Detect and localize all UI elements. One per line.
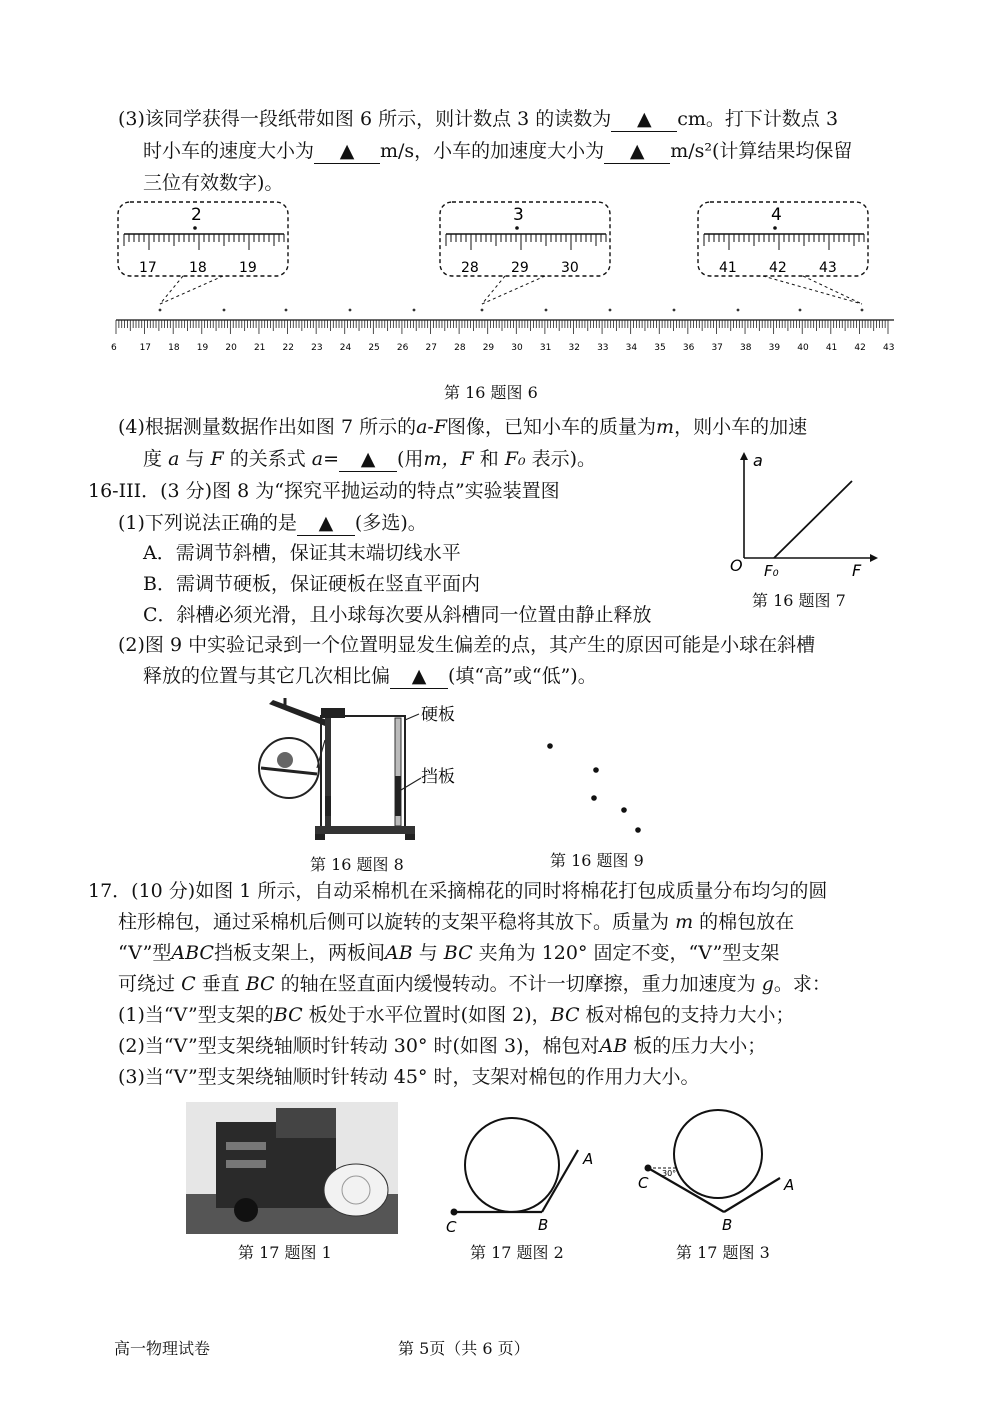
pivot-C bbox=[451, 1209, 458, 1216]
var: C bbox=[181, 973, 196, 995]
q16-part4-line2 bbox=[143, 448, 596, 472]
q16-part3-line1 bbox=[118, 108, 838, 132]
F0-label: F₀ bbox=[764, 562, 779, 580]
long-ruler-label: 27 bbox=[425, 343, 437, 353]
text: 垂直 bbox=[201, 973, 240, 995]
text: 的轴在竖直面内缓慢转动。不计一切摩擦，重力加速度为 bbox=[280, 973, 756, 995]
fig9-trajectory-points bbox=[540, 736, 650, 840]
cotton-bale-circle bbox=[465, 1118, 559, 1212]
text: 与 bbox=[185, 448, 205, 470]
var: F bbox=[210, 448, 224, 470]
tape-dot bbox=[673, 309, 676, 312]
long-ruler-label: 28 bbox=[454, 343, 466, 353]
var: F₀ bbox=[504, 448, 526, 470]
q16-III-title: 16-III．(3 分)图 8 为“探究平抛运动的特点”实验装置图 bbox=[88, 480, 560, 502]
zoom-leader bbox=[763, 276, 862, 304]
var: a bbox=[168, 448, 180, 470]
var: BC bbox=[273, 1004, 303, 1026]
text: ，则小车的加速 bbox=[674, 416, 808, 438]
trajectory-point bbox=[547, 743, 553, 749]
fig17-2-diagram bbox=[440, 1110, 600, 1238]
text: 时小车的速度大小为 bbox=[143, 140, 315, 162]
fig8-apparatus bbox=[255, 696, 475, 844]
long-ruler-label: 29 bbox=[482, 343, 495, 353]
text: (2)当“V”型支架绕轴顺时针转动 30° 时(如图 3)，棉包对 bbox=[118, 1035, 600, 1057]
fig6-caption: 第 16 题图 6 bbox=[444, 383, 538, 402]
text: m/s，小车的加速度大小为 bbox=[380, 140, 605, 162]
tape-dot bbox=[799, 309, 802, 312]
text: (3)该同学获得一段纸带如图 6 所示，则计数点 3 的读数为 bbox=[118, 108, 612, 130]
leader bbox=[405, 714, 419, 720]
mini-ruler-label: 42 bbox=[769, 260, 787, 276]
fig17-3-diagram bbox=[634, 1106, 804, 1234]
left-clip bbox=[325, 796, 331, 816]
var: BC bbox=[550, 1004, 580, 1026]
option-C: C．斜槽必须光滑，且小球每次要从斜槽同一位置由静止释放 bbox=[143, 604, 652, 626]
long-ruler-label: 6 bbox=[111, 343, 117, 353]
option-A: A．需调节斜槽，保证其末端切线水平 bbox=[143, 542, 461, 564]
fig17-2-caption: 第 17 题图 2 bbox=[470, 1243, 564, 1262]
tape-dot bbox=[737, 309, 740, 312]
option-B: B．需调节硬板，保证硬板在竖直平面内 bbox=[143, 573, 480, 595]
text: 图像，已知小车的质量为 bbox=[447, 416, 657, 438]
fig17-1-caption: 第 17 题图 1 bbox=[238, 1243, 332, 1262]
foot bbox=[315, 834, 325, 840]
answer-blank bbox=[339, 448, 397, 472]
var: AB bbox=[599, 1035, 628, 1057]
footer-title: 高一物理试卷 bbox=[114, 1339, 211, 1358]
text: m/s²(计算结果均保留 bbox=[670, 140, 853, 162]
label-C: C bbox=[446, 1218, 457, 1236]
cotton-bale bbox=[324, 1164, 388, 1216]
tape-dot bbox=[481, 309, 484, 312]
count-point-label: 4 bbox=[771, 205, 782, 225]
text: (4)根据测量数据作出如图 7 所示的 bbox=[118, 416, 417, 438]
tape-dot bbox=[609, 309, 612, 312]
q17-sub1 bbox=[118, 1004, 795, 1027]
q16-III-p2-line2 bbox=[143, 665, 597, 689]
mini-ruler-label: 17 bbox=[139, 260, 157, 276]
long-ruler-label: 30 bbox=[511, 343, 523, 353]
text: (多选)。 bbox=[354, 512, 427, 534]
mini-ruler-label: 19 bbox=[239, 260, 257, 276]
text: 的棉包放在 bbox=[699, 911, 795, 933]
triangle-mark: ▲ bbox=[360, 448, 376, 470]
fig17-1-cotton-picker-photo bbox=[186, 1102, 398, 1234]
q16-part4-line1 bbox=[118, 416, 807, 439]
board-AB bbox=[542, 1150, 578, 1212]
answer-blank bbox=[390, 665, 448, 689]
triangle-mark: ▲ bbox=[629, 140, 645, 162]
long-ruler-label: 32 bbox=[568, 343, 580, 353]
y-label: a bbox=[753, 451, 763, 470]
text: 夹角为 120° 固定不变，“V”型支架 bbox=[478, 942, 780, 964]
long-ruler-label: 35 bbox=[654, 343, 666, 353]
machine-top bbox=[276, 1108, 336, 1138]
q17-line3 bbox=[118, 942, 779, 965]
long-ruler-label: 31 bbox=[539, 343, 552, 353]
long-ruler-label: 40 bbox=[797, 343, 809, 353]
text: (用 bbox=[397, 448, 424, 470]
fig9-caption: 第 16 题图 9 bbox=[550, 851, 644, 870]
var: AB bbox=[384, 942, 413, 964]
angle-label: 30° bbox=[662, 1169, 677, 1178]
var: m，F bbox=[423, 448, 474, 470]
answer-blank bbox=[611, 108, 677, 132]
text: 板的压力大小； bbox=[633, 1035, 767, 1057]
count-point-label: 3 bbox=[513, 205, 524, 225]
mini-ruler-label: 41 bbox=[719, 260, 737, 276]
q16-III-p2-line1: (2)图 9 中实验记录到一个位置明显发生偏差的点，其产生的原因可能是小球在斜槽 bbox=[118, 634, 816, 656]
long-ruler-label: 38 bbox=[740, 343, 752, 353]
long-ruler-label: 39 bbox=[768, 343, 781, 353]
long-ruler-label: 42 bbox=[854, 343, 866, 353]
text: “V”型 bbox=[118, 942, 172, 964]
long-ruler-label: 18 bbox=[168, 343, 180, 353]
text: 表示)。 bbox=[531, 448, 597, 470]
q17-line1: 17．(10 分)如图 1 所示，自动采棉机在采摘棉花的同时将棉花打包成质量分布均匀的圆 bbox=[88, 880, 828, 902]
fig8-caption: 第 16 题图 8 bbox=[310, 855, 404, 874]
mini-ruler-label: 30 bbox=[561, 260, 579, 276]
text: 。求： bbox=[773, 973, 831, 995]
tape-dot bbox=[413, 309, 416, 312]
count-point-dot bbox=[193, 226, 197, 230]
long-ruler-label: 26 bbox=[396, 343, 409, 353]
var: a= bbox=[311, 448, 340, 470]
mini-ruler-label: 28 bbox=[461, 260, 479, 276]
q16-III-p1 bbox=[118, 512, 427, 536]
q17-line4 bbox=[118, 973, 831, 996]
text: 的关系式 bbox=[229, 448, 306, 470]
answer-blank bbox=[297, 512, 355, 536]
trajectory-point bbox=[635, 827, 641, 833]
fig7-a-F-graph bbox=[720, 448, 880, 582]
var: a-F bbox=[416, 416, 448, 438]
long-ruler-label: 41 bbox=[825, 343, 838, 353]
text: 板对棉包的支持力大小； bbox=[585, 1004, 795, 1026]
var: BC bbox=[443, 942, 473, 964]
base bbox=[315, 826, 415, 834]
long-ruler-label: 36 bbox=[682, 343, 695, 353]
label-A: A bbox=[583, 1150, 594, 1168]
long-ruler-label: 37 bbox=[711, 343, 723, 353]
label-C: C bbox=[638, 1174, 649, 1192]
machine-rail bbox=[226, 1142, 266, 1150]
count-point-dot bbox=[773, 226, 777, 230]
label-B: B bbox=[722, 1216, 733, 1234]
foot bbox=[405, 834, 415, 840]
wheel bbox=[234, 1198, 258, 1222]
long-ruler-label: 34 bbox=[625, 343, 638, 353]
x-label: F bbox=[852, 561, 862, 580]
label-B: B bbox=[538, 1216, 549, 1234]
q16-part3-line2 bbox=[143, 140, 852, 164]
board-BC bbox=[648, 1168, 724, 1212]
long-ruler-label: 21 bbox=[253, 343, 266, 353]
hard-board bbox=[321, 716, 405, 828]
triangle-mark: ▲ bbox=[339, 140, 355, 162]
tape-dot bbox=[545, 309, 548, 312]
text: 和 bbox=[479, 448, 499, 470]
long-ruler-label: 23 bbox=[311, 343, 323, 353]
var: m bbox=[675, 911, 694, 933]
var: ABC bbox=[171, 942, 214, 964]
trajectory-point bbox=[593, 767, 599, 773]
a-F-line bbox=[774, 481, 852, 558]
text: 度 bbox=[143, 448, 163, 470]
triangle-mark: ▲ bbox=[411, 665, 427, 687]
text: 柱形棉包，通过采棉机后侧可以旋转的支架平稳将其放下。质量为 bbox=[118, 911, 670, 933]
text: (1)当“V”型支架的 bbox=[118, 1004, 274, 1026]
tape-dot bbox=[159, 309, 162, 312]
q17-sub2 bbox=[118, 1035, 766, 1058]
x-axis-arrow bbox=[870, 554, 878, 562]
long-ruler-label: 33 bbox=[597, 343, 609, 353]
long-ruler-label: 19 bbox=[196, 343, 209, 353]
trajectory-point bbox=[591, 795, 597, 801]
tape-dot bbox=[223, 309, 226, 312]
mini-ruler-label: 18 bbox=[189, 260, 207, 276]
fig7-caption: 第 16 题图 7 bbox=[752, 591, 846, 610]
var: g bbox=[761, 973, 774, 995]
label-A: A bbox=[784, 1176, 795, 1194]
zoom-leader bbox=[160, 276, 183, 304]
ramp bbox=[269, 700, 327, 726]
long-ruler-label: 25 bbox=[368, 343, 380, 353]
answer-blank bbox=[314, 140, 380, 164]
tape-dot bbox=[285, 309, 288, 312]
text: cm。打下计数点 3 bbox=[677, 108, 839, 130]
footer-page-number: 第 5页（共 6 页） bbox=[398, 1339, 530, 1358]
text: (1)下列说法正确的是 bbox=[118, 512, 297, 534]
text: 可绕过 bbox=[118, 973, 176, 995]
text: 释放的位置与其它几次相比偏 bbox=[143, 665, 391, 687]
text: 与 bbox=[418, 942, 438, 964]
q17-sub3: (3)当“V”型支架绕轴顺时针转动 45° 时，支架对棉包的作用力大小。 bbox=[118, 1066, 700, 1088]
baffle-clip bbox=[395, 776, 401, 816]
trajectory-point bbox=[621, 807, 627, 813]
tape-dot bbox=[861, 309, 864, 312]
tape-dot bbox=[349, 309, 352, 312]
triangle-mark: ▲ bbox=[636, 108, 652, 130]
long-ruler-label: 17 bbox=[139, 343, 152, 353]
cotton-bale-circle bbox=[674, 1110, 762, 1198]
y-axis-arrow bbox=[740, 452, 748, 460]
machine-rail bbox=[226, 1160, 266, 1168]
long-ruler-label: 43 bbox=[883, 343, 895, 353]
zoom-leader bbox=[482, 276, 545, 304]
text: 板处于水平位置时(如图 2)， bbox=[308, 1004, 551, 1026]
fig6-paper-tape bbox=[110, 198, 900, 362]
var: BC bbox=[245, 973, 275, 995]
fig17-3-caption: 第 17 题图 3 bbox=[676, 1243, 770, 1262]
q17-line2 bbox=[118, 911, 794, 934]
zoom-leader bbox=[482, 276, 505, 304]
long-ruler-label: 22 bbox=[282, 343, 295, 353]
zoom-leader bbox=[160, 276, 223, 304]
top-block bbox=[321, 708, 345, 718]
count-point-label: 2 bbox=[191, 205, 202, 225]
origin-label: O bbox=[730, 556, 743, 575]
baffle-label: 挡板 bbox=[421, 767, 455, 787]
count-point-dot bbox=[515, 226, 519, 230]
q16-part3-line3: 三位有效数字)。 bbox=[143, 172, 284, 194]
triangle-mark: ▲ bbox=[318, 512, 334, 534]
mini-ruler-label: 29 bbox=[511, 260, 529, 276]
var: m bbox=[656, 416, 675, 438]
mini-ruler-label: 43 bbox=[819, 260, 837, 276]
long-ruler-label: 24 bbox=[339, 343, 352, 353]
ball bbox=[277, 752, 293, 768]
long-ruler-label: 20 bbox=[225, 343, 237, 353]
board-label: 硬板 bbox=[421, 705, 455, 725]
text: 挡板支架上，两板间 bbox=[213, 942, 385, 964]
text: (填“高”或“低”)。 bbox=[448, 665, 597, 687]
answer-blank bbox=[604, 140, 670, 164]
